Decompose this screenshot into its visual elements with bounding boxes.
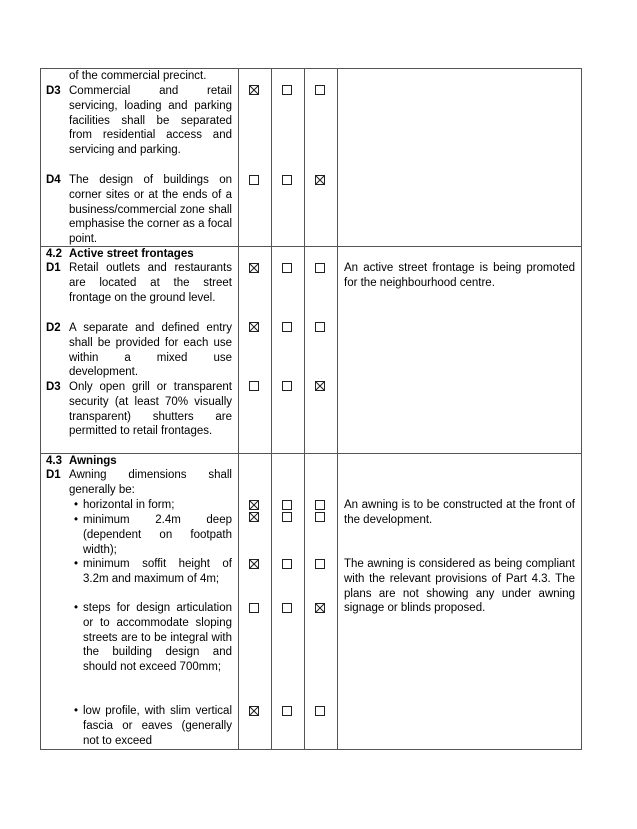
cross-mark-icon (250, 323, 258, 331)
controls-cell (41, 69, 239, 247)
checkbox[interactable] (282, 500, 292, 510)
section-number: 4.2 (46, 248, 62, 260)
controls-cell (41, 247, 239, 454)
cross-mark-icon (250, 501, 258, 509)
table-row-section-2 (41, 247, 582, 454)
checkbox[interactable] (315, 559, 325, 569)
section-heading: Active street frontages (69, 248, 194, 260)
table-row-section-1 (41, 69, 582, 247)
na-column-cell (305, 69, 338, 247)
comments-cell (338, 247, 582, 454)
cross-mark-icon (316, 176, 324, 184)
checkbox-checked[interactable] (249, 500, 259, 510)
checkbox[interactable] (249, 175, 259, 185)
cross-mark-icon (250, 560, 258, 568)
checkbox[interactable] (249, 603, 259, 613)
checkbox[interactable] (282, 263, 292, 273)
checkbox[interactable] (315, 512, 325, 522)
section-heading: Awnings (69, 455, 117, 467)
checkbox-checked[interactable] (249, 85, 259, 95)
section-number: 4.3 (46, 455, 62, 467)
control-text: The design of buildings on corner sites or at the ends of a business/commercial zone shall emphasise the corner as a focal point. (69, 174, 233, 246)
checkbox[interactable] (282, 381, 292, 391)
checkbox[interactable] (315, 322, 325, 332)
control-code: D4 (46, 174, 61, 186)
yes-column-cell (239, 69, 272, 247)
control-code: D1 (46, 262, 61, 274)
checkbox[interactable] (282, 706, 292, 716)
checkbox-checked[interactable] (249, 706, 259, 716)
control-text: Only open grill or transparent security (at least 70% visually transparent) shutters are permitted to retail frontages. (69, 381, 232, 438)
checkbox-checked[interactable] (249, 559, 259, 569)
na-column-cell (305, 247, 338, 454)
na-column-cell (305, 454, 338, 750)
checkbox[interactable] (282, 559, 292, 569)
cross-mark-icon (316, 382, 324, 390)
checkbox[interactable] (282, 322, 292, 332)
control-text: Awning dimensions shall generally be: (69, 469, 232, 496)
checkbox[interactable] (315, 85, 325, 95)
control-code: D2 (46, 322, 61, 334)
list-item: • minimum 2.4m deep (dependent on footpath width); (73, 514, 232, 556)
checkbox-checked[interactable] (249, 322, 259, 332)
checkbox[interactable] (315, 706, 325, 716)
control-text: A separate and defined entry shall be provided for each use within a mixed use development. (69, 322, 232, 379)
cross-mark-icon (250, 707, 258, 715)
checkbox[interactable] (282, 175, 292, 185)
comments-cell (338, 454, 582, 750)
checkbox[interactable] (315, 263, 325, 273)
checkbox[interactable] (282, 85, 292, 95)
list-item: • minimum soffit height of 3.2m and maximum of 4m; (73, 558, 232, 585)
checkbox[interactable] (282, 603, 292, 613)
checkbox[interactable] (249, 381, 259, 391)
comment-text: An awning is to be constructed at the front of the development. (344, 499, 575, 526)
cross-mark-icon (250, 513, 258, 521)
control-text: Retail outlets and restaurants are located at the street frontage on the ground level. (69, 262, 232, 304)
yes-column-cell (239, 454, 272, 750)
control-text: Commercial and retail servicing, loading and parking facilities shall be separated from residential access and servicing and parking. (69, 85, 232, 157)
cross-mark-icon (316, 604, 324, 612)
comments-cell (338, 69, 582, 247)
control-code: D3 (46, 85, 61, 97)
control-code: D3 (46, 381, 61, 393)
checkbox[interactable] (282, 512, 292, 522)
cross-mark-icon (250, 86, 258, 94)
comment-text: The awning is considered as being compliant with the relevant provisions of Part 4.3. The plans are not showing any under awning signage or blinds proposed. (344, 558, 575, 615)
list-item: • low profile, with slim vertical fascia or eaves (generally not to exceed (73, 705, 232, 747)
no-column-cell (272, 247, 305, 454)
checkbox-checked[interactable] (315, 381, 325, 391)
checkbox-checked[interactable] (315, 175, 325, 185)
cross-mark-icon (250, 264, 258, 272)
checkbox[interactable] (315, 500, 325, 510)
comment-text: An active street frontage is being promoted for the neighbourhood centre. (344, 262, 575, 289)
controls-cell (41, 454, 239, 750)
list-item: • horizontal in form; (73, 499, 175, 511)
compliance-table (40, 68, 582, 750)
checkbox-checked[interactable] (249, 512, 259, 522)
no-column-cell (272, 69, 305, 247)
checkbox-checked[interactable] (249, 263, 259, 273)
yes-column-cell (239, 247, 272, 454)
checkbox-checked[interactable] (315, 603, 325, 613)
table-row-section-3 (41, 454, 582, 750)
list-item: • steps for design articulation or to accommodate sloping streets are to be integral with the building design and should not exceed 700mm; (73, 602, 232, 674)
lead-text: of the commercial precinct. (69, 70, 207, 82)
control-code: D1 (46, 469, 61, 481)
no-column-cell (272, 454, 305, 750)
